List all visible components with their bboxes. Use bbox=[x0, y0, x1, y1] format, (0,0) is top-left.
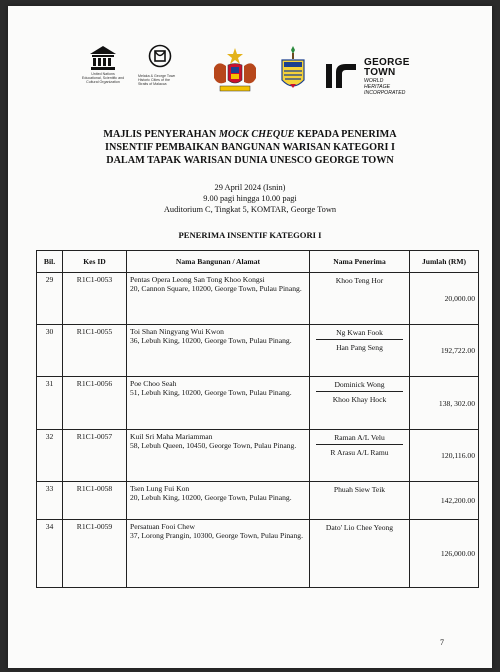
building-name: Toi Shan Ningyang Wui Kwon bbox=[130, 327, 224, 336]
gt-town-text: TOWN bbox=[364, 67, 396, 78]
document-page bbox=[8, 6, 492, 668]
cell-bil: 32 bbox=[37, 430, 63, 482]
recipient-name: Raman A/L Velu bbox=[316, 430, 403, 445]
header-nama-penerima: Nama Penerima bbox=[310, 251, 410, 273]
recipient-name: Phuah Siew Teik bbox=[333, 485, 386, 494]
cell-amount: 138, 302.00 bbox=[410, 377, 479, 430]
cell-recipients bbox=[310, 520, 410, 588]
recipient-name: Dominick Wong bbox=[316, 377, 403, 392]
cell-bil: 33 bbox=[37, 482, 63, 520]
malaysia-coat-of-arms-icon bbox=[206, 46, 264, 101]
cell-bil: 31 bbox=[37, 377, 63, 430]
cell-bil: 34 bbox=[37, 520, 63, 588]
cell-building bbox=[127, 430, 310, 482]
header-kes-id: Kes ID bbox=[63, 251, 127, 273]
cell-building bbox=[127, 273, 310, 325]
building-name: Poe Choo Seah bbox=[130, 379, 177, 388]
whc-caption: Melaka & George Town Historic Cities of the Straits of Malacca bbox=[138, 74, 176, 86]
document-title: MAJLIS PENYERAHAN MOCK CHEQUE KEPADA PENERIMA INSENTIF PEMBAIKAN BANGUNAN WARISAN KATEGORI I DALAM TAPAK WARISAN DUNIA UNESCO GEORGE TOWN bbox=[103, 129, 397, 166]
unesco-caption: United Nations Educational, Scientific and Cultural Organization bbox=[81, 72, 125, 84]
building-address: 36, Lebuh King, 10200, George Town, Pulau Pinang. bbox=[130, 336, 292, 345]
table-row bbox=[37, 377, 479, 430]
event-date: 29 April 2024 (Isnin) bbox=[214, 183, 286, 192]
header-nama-bangunan: Nama Bangunan / Alamat bbox=[127, 251, 310, 273]
cell-amount: 126,000.00 bbox=[410, 520, 479, 588]
header-jumlah: Jumlah (RM) bbox=[410, 251, 479, 273]
unesco-logo bbox=[68, 44, 138, 84]
event-details bbox=[28, 182, 472, 215]
section-subtitle: PENERIMA INSENTIF KATEGORI I bbox=[178, 230, 322, 240]
event-time: 9.00 pagi hingga 10.00 pagi bbox=[203, 194, 297, 203]
cell-recipients bbox=[310, 377, 410, 430]
gt-heritage-text: HERITAGE bbox=[364, 84, 391, 90]
event-venue: Auditorium C, Tingkat 5, KOMTAR, George Town bbox=[163, 205, 337, 214]
building-address: 20, Lebuh King, 10200, George Town, Pulau Pinang. bbox=[130, 493, 292, 502]
logo-strip bbox=[68, 44, 448, 104]
cell-recipients bbox=[310, 273, 410, 325]
world-heritage-logo bbox=[138, 44, 198, 86]
table-row bbox=[37, 430, 479, 482]
cell-kes-id: R1C1-0055 bbox=[63, 325, 127, 377]
cell-amount: 20,000.00 bbox=[410, 273, 479, 325]
building-name: Persatuan Fooi Chew bbox=[130, 522, 195, 531]
building-name: Tsen Lung Fui Kon bbox=[130, 484, 190, 493]
cell-building bbox=[127, 482, 310, 520]
cell-recipients bbox=[310, 430, 410, 482]
gt-george-text: GEORGE bbox=[364, 57, 410, 68]
cell-kes-id: R1C1-0053 bbox=[63, 273, 127, 325]
recipient-name: Ng Kwan Fook bbox=[316, 325, 403, 340]
recipient-name: Dato' Lio Chee Yeong bbox=[325, 523, 394, 532]
george-town-world-heritage-logo bbox=[324, 56, 464, 96]
gt-incorporated-text: INCORPORATED bbox=[364, 90, 406, 96]
cell-building bbox=[127, 377, 310, 430]
cell-recipients bbox=[310, 482, 410, 520]
cell-amount: 120,116.00 bbox=[410, 430, 479, 482]
cell-amount: 142,200.00 bbox=[410, 482, 479, 520]
cell-amount: 192,722.00 bbox=[410, 325, 479, 377]
cell-bil: 29 bbox=[37, 273, 63, 325]
building-name: Pentas Opera Leong San Tong Khoo Kongsi bbox=[130, 275, 265, 284]
cell-kes-id: R1C1-0057 bbox=[63, 430, 127, 482]
recipient-name: Khoo Teng Hor bbox=[335, 276, 384, 285]
building-address: 20, Cannon Square, 10200, George Town, Pulau Pinang. bbox=[130, 284, 302, 293]
table-row bbox=[37, 325, 479, 377]
page-number: 7 bbox=[440, 638, 444, 647]
cell-kes-id: R1C1-0056 bbox=[63, 377, 127, 430]
gt-world-text: WORLD bbox=[364, 78, 384, 84]
building-address: 37, Lorong Prangin, 10300, George Town, Pulau Pinang. bbox=[130, 531, 303, 540]
recipient-name: Han Pang Seng bbox=[336, 343, 383, 352]
table-header-row bbox=[37, 251, 479, 273]
table-row bbox=[37, 520, 479, 588]
cell-building bbox=[127, 325, 310, 377]
recipient-name: Khoo Khay Hock bbox=[332, 395, 387, 404]
cell-recipients bbox=[310, 325, 410, 377]
table-row bbox=[37, 273, 479, 325]
recipient-name: R Arasu A/L Ramu bbox=[330, 448, 389, 457]
building-address: 51, Lebuh King, 10200, George Town, Pulau Pinang. bbox=[130, 388, 292, 397]
header-bil: Bil. bbox=[37, 251, 63, 273]
building-name: Kuil Sri Maha Mariamman bbox=[130, 432, 213, 441]
recipients-table bbox=[36, 250, 479, 588]
table-row bbox=[37, 482, 479, 520]
cell-kes-id: R1C1-0059 bbox=[63, 520, 127, 588]
cell-kes-id: R1C1-0058 bbox=[63, 482, 127, 520]
cell-bil: 30 bbox=[37, 325, 63, 377]
penang-state-crest-icon bbox=[278, 44, 308, 101]
building-address: 58, Lebuh Queen, 10450, George Town, Pulau Pinang. bbox=[130, 441, 297, 450]
cell-building bbox=[127, 520, 310, 588]
